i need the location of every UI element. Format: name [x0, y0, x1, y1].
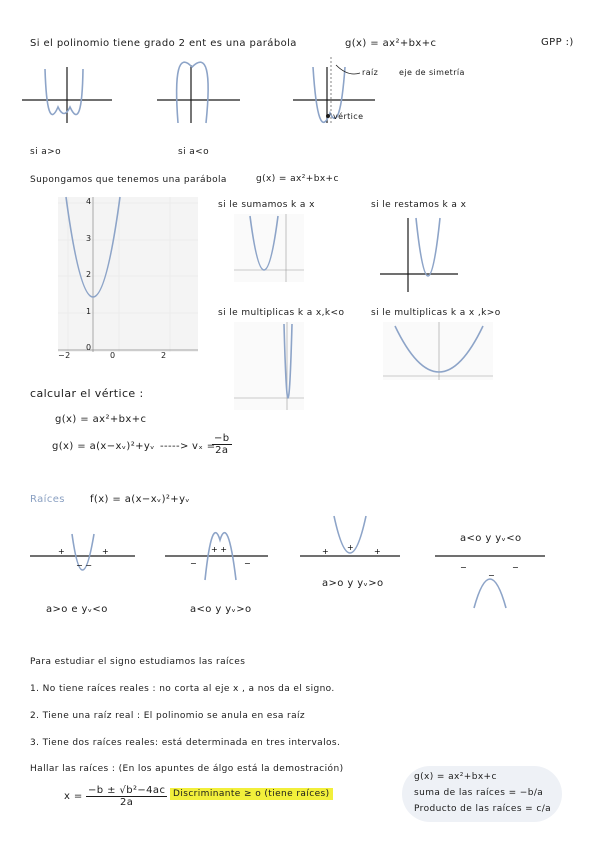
estudio-p1: 1. No tiene raíces reales : no corta al eje x , a nos da el signo.	[30, 684, 335, 694]
svg-text:− −: − −	[76, 561, 92, 570]
big-plot	[50, 192, 210, 367]
vertex-arrow: ----->	[160, 441, 189, 452]
case-a-negative: si a<o	[178, 147, 210, 157]
xtick-m2: −2	[58, 351, 71, 360]
xtick-0: 0	[110, 351, 116, 360]
plot-mult-mayor	[383, 322, 493, 382]
svg-text:−: −	[488, 571, 495, 580]
ytick-0: 0	[86, 343, 92, 352]
xtick-2: 2	[161, 351, 167, 360]
vertex-fraction	[212, 433, 232, 456]
quadratic-fraction	[86, 785, 167, 808]
vertex-vx: vₓ =	[192, 441, 216, 452]
svg-text:−: −	[190, 559, 197, 568]
svg-text:−: −	[460, 563, 467, 572]
estudio-p3: 3. Tiene dos raíces reales: está determinada en tres intervalos.	[30, 738, 341, 748]
svg-text:+: +	[58, 547, 65, 556]
vertex-title: calcular el vértice :	[30, 387, 144, 400]
plot-sumamos	[234, 214, 304, 284]
raices-case3: a>o y yᵥ>o	[322, 578, 384, 589]
vertex-den: 2a	[215, 445, 229, 456]
suppose-text: Supongamos que tenemos una parábola	[30, 175, 227, 185]
svg-text:−: −	[512, 563, 519, 572]
intro-text: Si el polinomio tiene grado 2 ent es una parábola	[30, 38, 297, 49]
ytick-1: 1	[86, 307, 92, 316]
raices-title: Raíces	[30, 494, 65, 505]
case4-parabola	[474, 579, 506, 608]
parabola-down-2	[177, 62, 209, 123]
raices-formula: f(x) = a(x−xᵥ)²+yᵥ	[90, 494, 190, 505]
vertex-line2: g(x) = a(x−xᵥ)²+yᵥ	[52, 441, 155, 452]
svg-text:+: +	[102, 547, 109, 556]
ytick-3: 3	[86, 234, 92, 243]
discriminant-highlight: Discriminante ≥ o (tiene raíces)	[170, 788, 333, 800]
vertex-dot	[326, 114, 330, 118]
raiz-label: raíz	[362, 68, 379, 77]
parabola-up-1	[45, 69, 83, 115]
parabola-shift-right	[416, 218, 440, 276]
svg-text:+: +	[374, 547, 381, 556]
label-mult-menor: si le multiplicas k a x,k<o	[218, 308, 345, 318]
quadratic-x: x =	[64, 791, 83, 802]
case-a-positive: si a>o	[30, 147, 62, 157]
raices-case4: a<o y yᵥ<o	[460, 533, 522, 544]
label-sumamos: si le sumamos k a x	[218, 200, 315, 210]
vertice-label: vértice	[333, 112, 364, 121]
svg-text:+: +	[347, 543, 354, 552]
ytick-2: 2	[86, 270, 92, 279]
arrow-raiz	[336, 65, 360, 74]
raices-case2: a<o y yᵥ>o	[190, 604, 252, 615]
estudio-hallar: Hallar las raíces : (En los apuntes de álgo está la demostración)	[30, 764, 344, 774]
plot-background	[58, 197, 198, 352]
intro-formula: g(x) = ax²+bx+c	[345, 38, 437, 49]
quadratic-num: −b ± √b²−4ac	[88, 785, 166, 796]
quadratic-den: 2a	[120, 797, 134, 808]
plot-mult-menor	[234, 322, 304, 412]
cloud-producto: Producto de las raíces = c/a	[414, 804, 552, 814]
label-restamos: si le restamos k a x	[371, 200, 467, 210]
label-mult-mayor: si le multiplicas k a x ,k>o	[371, 308, 501, 318]
eje-label: eje de simetría	[399, 68, 465, 77]
cloud-formula: g(x) = ax²+bx+c	[414, 772, 497, 782]
signature: GPP :)	[541, 37, 574, 48]
raices-case1: a>o e yᵥ<o	[46, 604, 108, 615]
plot-restamos	[380, 214, 460, 294]
vertex-line1: g(x) = ax²+bx+c	[55, 414, 147, 425]
svg-text:+ +: + +	[211, 545, 227, 554]
estudio-p2: 2. Tiene una raíz real : El polinomio se anula en esa raíz	[30, 711, 306, 721]
suppose-formula: g(x) = ax²+bx+c	[256, 174, 339, 184]
estudio-intro: Para estudiar el signo estudiamos las raíces	[30, 657, 246, 667]
vertex-num: −b	[214, 433, 230, 444]
ytick-4: 4	[86, 197, 92, 206]
cloud-suma: suma de las raíces = −b/a	[414, 788, 544, 798]
svg-text:+: +	[322, 547, 329, 556]
svg-text:−: −	[244, 559, 251, 568]
